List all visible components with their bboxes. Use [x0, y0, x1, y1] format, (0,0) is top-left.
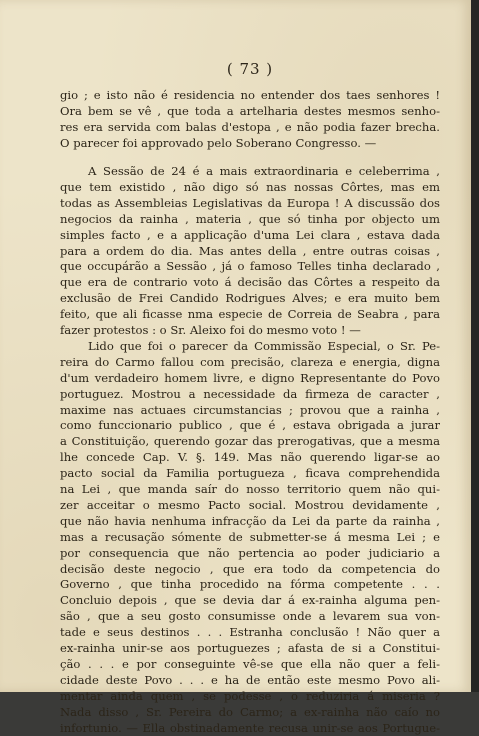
text-line: para a ordem do dia. Mas antes della , entre outras coisas ,: [60, 243, 440, 258]
text-line: ção . . . e por conseguinte vê-se que ella não quer a feli-: [60, 656, 440, 671]
text-line: Concluio depois , que se devia dar á ex-rainha alguma pen-: [60, 593, 440, 608]
text-line: A Sessão de 24 é a mais extraordinaria e celeberrima ,: [88, 164, 440, 178]
text-line: Nada disso , Sr. Pereira do Carmo; a ex-rainha não caío no: [60, 704, 440, 719]
text-line: cidade deste Povo . . . e ha de então este mesmo Povo ali-: [60, 672, 440, 687]
text-line: como funccionario publico , que é , estava obrigada a jurar: [60, 418, 440, 433]
text-line: maxime nas actuaes circumstancias ; provou que a rainha ,: [60, 402, 440, 417]
text-line: reira do Carmo fallou com precisão, clareza e energia, digna: [60, 354, 440, 369]
text-line: zer acceitar o mesmo Pacto social. Mostrou devidamente ,: [60, 497, 440, 512]
text-line: mas a recusação sómente de submetter-se á mesma Lei ; e: [60, 529, 440, 544]
text-line: que não havia nenhuma infracção da Lei da parte da rainha ,: [60, 513, 440, 528]
page-number: ( 73 ): [226, 60, 274, 78]
text-line: lhe concede Cap. V. §. 149. Mas não querendo ligar-se ao: [60, 450, 440, 465]
scan-edge-shadow: [471, 0, 479, 692]
text-line: portuguez. Mostrou a necessidade da firmeza de caracter ,: [60, 386, 440, 401]
text-line: negocios da rainha , materia , que só tinha por objecto um: [60, 211, 440, 226]
text-line: Lido que foi o parecer da Commissão Especial, o Sr. Pe-: [88, 338, 440, 353]
text-line: d'um verdadeiro homem livre, e digno Representante do Povo: [60, 370, 440, 385]
text-line: que occupárão a Sessão , já o famoso Telles tinha declarado ,: [60, 259, 440, 274]
text-line: mentar ainda quem , se podesse , o reduziria á miseria ?: [60, 688, 440, 703]
text-line: fazer protestos : o Sr. Aleixo foi do mesmo voto ! —: [60, 323, 361, 337]
text-line: pacto social da Familia portugueza , ficava comprehendida: [60, 466, 440, 481]
text-line: O parecer foi approvado pelo Soberano Congresso. —: [60, 135, 377, 150]
text-line: gio ; e isto não é residencia no entender dos taes senhores !: [60, 88, 440, 102]
text-line: exclusão de Frei Candido Rodrigues Alves; e era muito bem: [60, 291, 440, 306]
text-line: infortunio. — Ella obstinadamente recusa unir-se aos Portugue-: [60, 720, 440, 735]
text-line: que tem existido , não digo só nas nossas Côrtes, mas em: [60, 179, 440, 194]
text-line: decisão deste negocio , que era todo da competencia do: [60, 561, 440, 576]
text-line: tade e seus destinos . . . Estranha conclusão ! Não quer a: [60, 625, 440, 640]
text-line: Governo , que tinha procedido na fórma competente . . .: [60, 577, 440, 592]
text-line: Ora bem se vê , que toda a artelharia destes mesmos senho-: [60, 103, 440, 118]
text-line: res era servida com balas d'estopa , e não podia fazer brecha.: [60, 119, 440, 134]
text-line: ex-rainha unir-se aos portuguezes ; afasta de si a Constitui-: [60, 641, 440, 655]
text-line: todas as Assembleias Legislativas da Europa ! A discussão dos: [60, 195, 440, 210]
text-line: a Constituição, querendo gozar das prerogativas, que a mesma: [60, 434, 440, 449]
text-line: são , que a seu gosto consumisse onde a levarem sua von-: [60, 609, 440, 624]
text-line: simples facto , e a applicação d'uma Lei clara , estava dada: [60, 227, 440, 242]
text-line: na Lei , que manda saír do nosso territorio quem não qui-: [60, 482, 440, 496]
text-line: feito, que ali ficasse nma especie de Correia de Seabra , para: [60, 307, 440, 322]
text-line: que era de contrario voto á decisão das Côrtes a respeito da: [60, 275, 440, 290]
text-line: por consequencia que não pertencia ao poder judiciario a: [60, 545, 440, 560]
